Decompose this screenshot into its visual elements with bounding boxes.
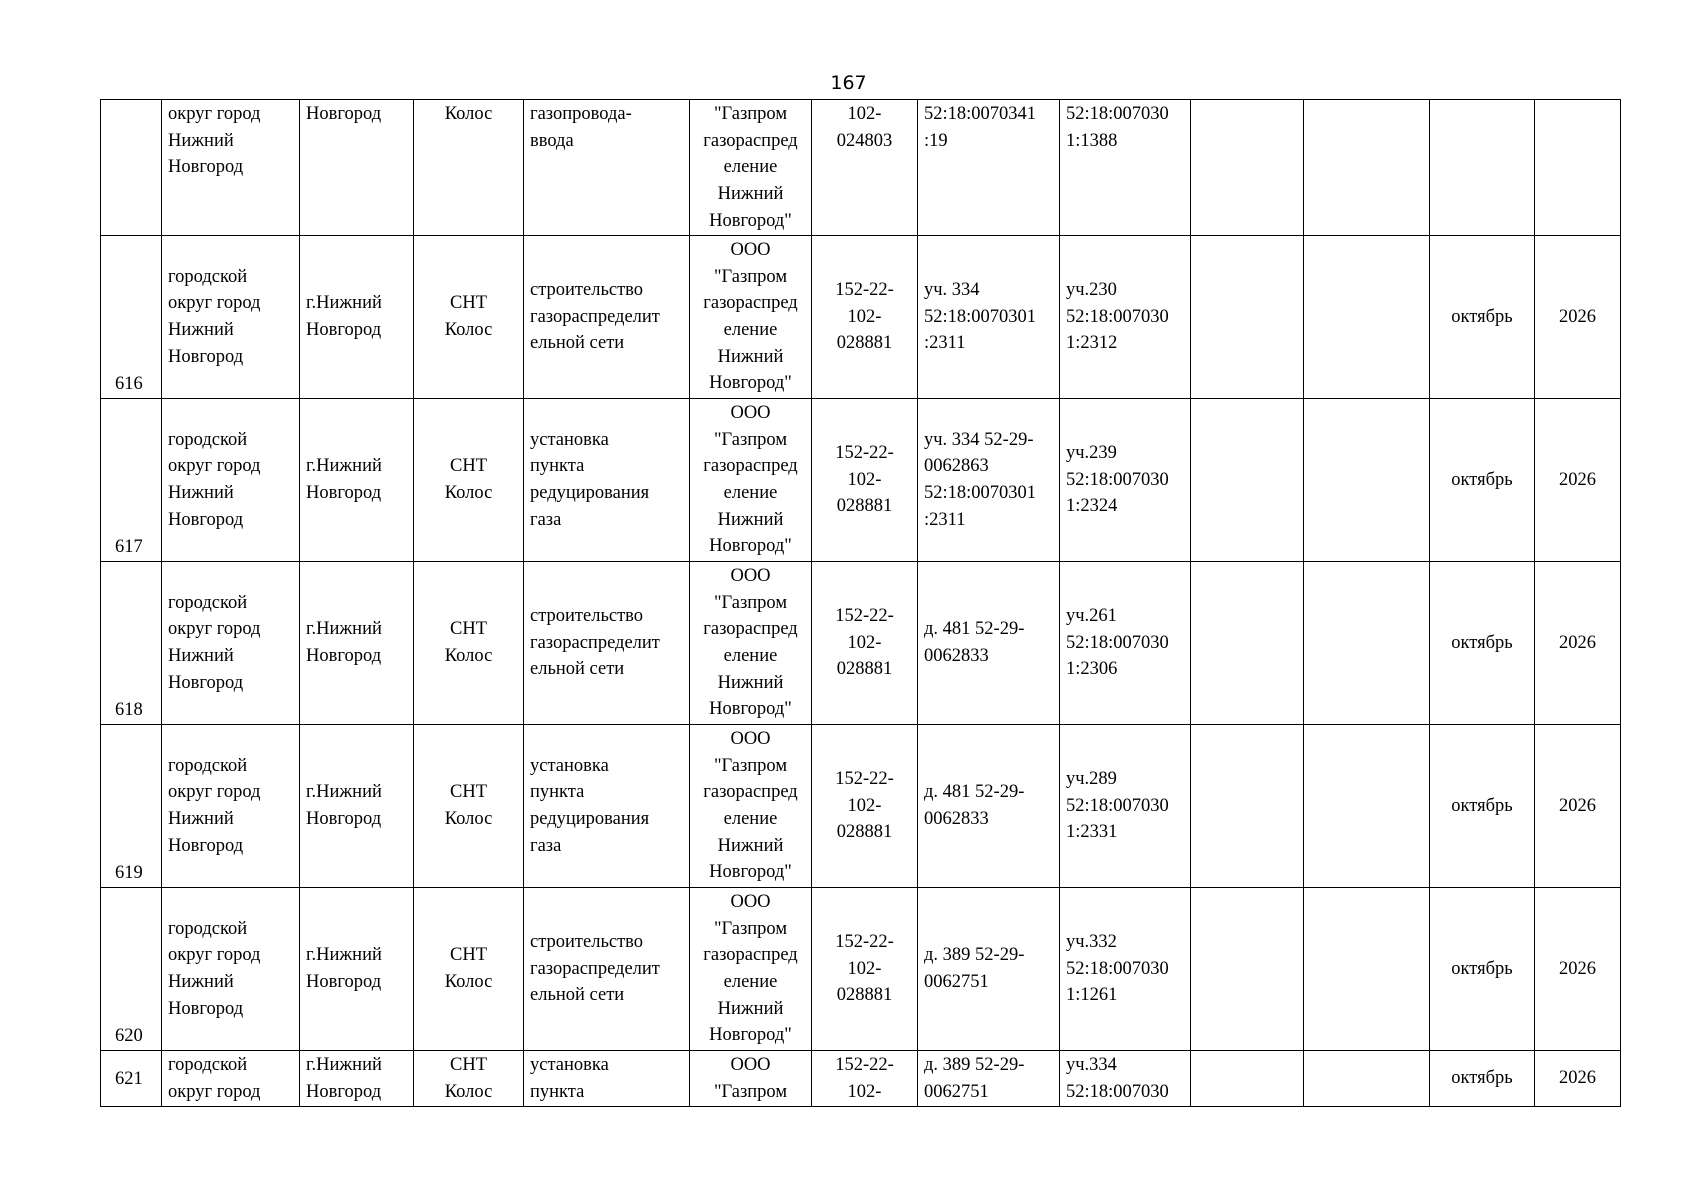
settlement-cell [300,236,414,399]
settlement-text: г.Нижний Новгород [306,945,382,992]
district-cell [162,888,300,1051]
object-cell [414,562,524,725]
code-cell [812,562,918,725]
code-text: 152-22- 102- 028881 [835,279,894,354]
work-type-text: установка пункта редуцирования газа [530,429,650,530]
page-number: 167 [830,72,867,94]
settlement-text: г.Нижний Новгород [306,293,382,340]
operator-text: ООО "Газпром газораспред еление Нижний Новгород" [703,239,798,394]
object-text: СНТ Колос [444,456,493,503]
plot-to-text: уч.230 52:18:007030 1:2312 [1066,279,1169,354]
settlement-text: г.Нижний Новгород [306,619,382,666]
row-number: 617 [115,537,143,558]
plot-to-text: уч.289 52:18:007030 1:2331 [1066,768,1169,843]
year-cell [1535,100,1621,236]
empty-cell [1191,725,1304,888]
district-text: городской округ город Нижний Новгород [168,429,261,530]
operator-text: ООО "Газпром [713,1055,788,1102]
operator-cell [690,399,812,562]
year-text: 2026 [1559,958,1596,979]
row-number: 620 [115,1026,143,1047]
object-text: СНТ Колос [444,293,493,340]
table-body [101,100,1621,1107]
settlement-cell [300,562,414,725]
row-number: 616 [115,374,143,395]
object-cell [414,399,524,562]
table-row [101,236,1621,399]
month-text: октябрь [1451,1068,1513,1089]
settlement-cell [300,100,414,236]
work-type-text: газопровода- ввода [530,104,632,151]
empty-cell [1304,236,1430,399]
plot-from-text: уч. 334 52-29- 0062863 52:18:0070301 :2311 [924,429,1037,530]
plot-from-text: 52:18:0070341 :19 [924,104,1037,151]
object-cell [414,236,524,399]
district-cell [162,725,300,888]
plot-to-text: 52:18:007030 1:1388 [1066,104,1169,151]
month-cell [1430,236,1535,399]
work-type-text: строительство газораспределит ельной сети [530,931,660,1006]
object-text: СНТ Колос [444,782,493,829]
row-number: 619 [115,863,143,884]
table-row [101,888,1621,1051]
month-cell [1430,725,1535,888]
table-row [101,399,1621,562]
table-row [101,100,1621,236]
code-text: 152-22- 102- 028881 [835,605,894,680]
plot-to-text: уч.261 52:18:007030 1:2306 [1066,605,1169,680]
district-cell [162,399,300,562]
month-cell [1430,399,1535,562]
settlement-text: г.Нижний Новгород [306,456,382,503]
work-type-cell [524,888,690,1051]
district-text: городской округ город Нижний Новгород [168,266,261,367]
plot-from-text: д. 389 52-29- 0062751 [924,1055,1025,1102]
month-cell [1430,888,1535,1051]
table-row [101,725,1621,888]
work-type-cell [524,1051,690,1107]
object-text: СНТ Колос [444,945,493,992]
row-number [101,1051,162,1107]
object-text: СНТ Колос [444,1055,493,1102]
work-type-text: строительство газораспределит ельной сети [530,605,660,680]
plot-from-cell [918,236,1060,399]
plot-to-cell [1060,562,1191,725]
empty-cell [1191,236,1304,399]
empty-cell [1304,100,1430,236]
work-type-cell [524,562,690,725]
year-text: 2026 [1559,632,1596,653]
code-text: 152-22- 102- [835,1055,894,1102]
code-text: 102- 024803 [836,104,893,151]
settlement-cell [300,399,414,562]
year-cell [1535,399,1621,562]
row-number: 618 [115,700,143,721]
plot-to-cell [1060,236,1191,399]
object-text: Колос [444,104,493,124]
year-text: 2026 [1559,306,1596,327]
month-cell [1430,562,1535,725]
empty-cell [1304,399,1430,562]
plot-to-text: уч.332 52:18:007030 1:1261 [1066,931,1169,1006]
year-cell [1535,725,1621,888]
plot-to-text: уч.334 52:18:007030 [1066,1055,1169,1102]
empty-cell [1191,562,1304,725]
month-text: октябрь [1451,306,1513,327]
district-text: городской округ город Нижний Новгород [168,592,261,693]
plot-from-text: д. 481 52-29- 0062833 [924,782,1025,829]
row-number [101,888,162,1051]
year-cell [1535,888,1621,1051]
plot-from-cell [918,725,1060,888]
settlement-cell [300,1051,414,1107]
code-text: 152-22- 102- 028881 [835,442,894,517]
row-number [101,562,162,725]
month-text: октябрь [1451,795,1513,816]
operator-text: ООО "Газпром газораспред еление Нижний Новгород" [703,565,798,720]
year-text: 2026 [1559,469,1596,490]
settlement-text: г.Нижний Новгород [306,1055,382,1102]
year-text: 2026 [1559,1068,1596,1089]
plot-to-cell [1060,725,1191,888]
code-cell [812,100,918,236]
month-text: октябрь [1451,958,1513,979]
settlement-cell [300,888,414,1051]
table-row [101,1051,1621,1107]
object-text: СНТ Колос [444,619,493,666]
row-number: 621 [115,1068,143,1089]
code-cell [812,399,918,562]
code-cell [812,236,918,399]
plot-from-text: д. 481 52-29- 0062833 [924,619,1025,666]
district-cell [162,562,300,725]
district-cell [162,100,300,236]
year-cell [1535,236,1621,399]
work-type-text: установка пункта [530,1055,609,1102]
operator-cell [690,562,812,725]
code-cell [812,725,918,888]
district-text: округ город Нижний Новгород [168,104,261,178]
plot-to-text: уч.239 52:18:007030 1:2324 [1066,442,1169,517]
month-cell [1430,1051,1535,1107]
row-number [101,725,162,888]
plot-from-cell [918,399,1060,562]
code-text: 152-22- 102- 028881 [835,931,894,1006]
settlement-text: Новгород [306,104,382,124]
plot-to-cell [1060,1051,1191,1107]
row-number [101,236,162,399]
empty-cell [1191,100,1304,236]
plot-from-text: уч. 334 52:18:0070301 :2311 [924,279,1037,354]
work-type-text: установка пункта редуцирования газа [530,755,650,856]
plot-from-text: д. 389 52-29- 0062751 [924,945,1025,992]
year-text: 2026 [1559,795,1596,816]
gas-works-table [100,99,1621,1107]
code-cell [812,1051,918,1107]
year-cell [1535,562,1621,725]
district-text: городской округ город Нижний Новгород [168,755,261,856]
empty-cell [1304,562,1430,725]
plot-to-cell [1060,399,1191,562]
empty-cell [1191,399,1304,562]
district-cell [162,236,300,399]
settlement-cell [300,725,414,888]
empty-cell [1191,1051,1304,1107]
object-cell [414,1051,524,1107]
operator-cell [690,100,812,236]
empty-cell [1191,888,1304,1051]
plot-from-cell [918,100,1060,236]
plot-from-cell [918,562,1060,725]
work-type-cell [524,399,690,562]
plot-to-cell [1060,100,1191,236]
operator-cell [690,1051,812,1107]
object-cell [414,100,524,236]
operator-text: "Газпром газораспред еление Нижний Новгород" [703,104,798,231]
district-text: городской округ город Нижний Новгород [168,918,261,1019]
empty-cell [1304,888,1430,1051]
table-row [101,562,1621,725]
month-text: октябрь [1451,632,1513,653]
plot-from-cell [918,888,1060,1051]
empty-cell [1304,1051,1430,1107]
work-type-cell [524,100,690,236]
row-number [101,100,162,236]
work-type-cell [524,725,690,888]
work-type-cell [524,236,690,399]
row-number [101,399,162,562]
plot-from-cell [918,1051,1060,1107]
object-cell [414,888,524,1051]
district-cell [162,1051,300,1107]
work-type-text: строительство газораспределит ельной сети [530,279,660,354]
district-text: городской округ город [168,1055,261,1102]
operator-text: ООО "Газпром газораспред еление Нижний Новгород" [703,728,798,883]
code-cell [812,888,918,1051]
operator-text: ООО "Газпром газораспред еление Нижний Новгород" [703,402,798,557]
settlement-text: г.Нижний Новгород [306,782,382,829]
object-cell [414,725,524,888]
operator-cell [690,725,812,888]
year-cell [1535,1051,1621,1107]
code-text: 152-22- 102- 028881 [835,768,894,843]
plot-to-cell [1060,888,1191,1051]
operator-cell [690,236,812,399]
month-text: октябрь [1451,469,1513,490]
operator-cell [690,888,812,1051]
operator-text: ООО "Газпром газораспред еление Нижний Новгород" [703,891,798,1046]
empty-cell [1304,725,1430,888]
month-cell [1430,100,1535,236]
